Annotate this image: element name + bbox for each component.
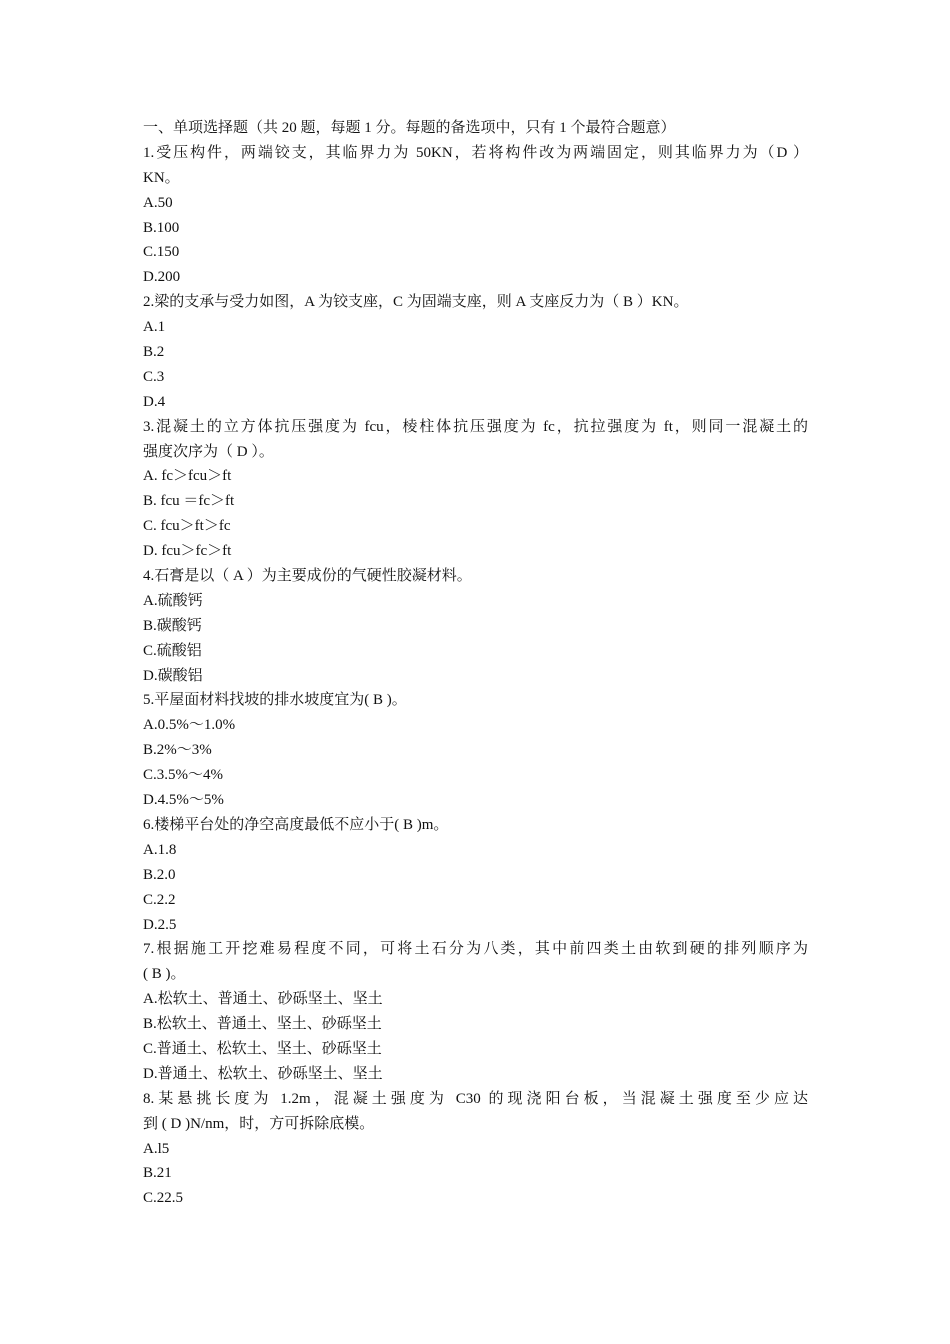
option-a: A.硫酸钙 (143, 592, 203, 609)
question-stem-line: 5.平屋面材料找坡的排水坡度宜为( B )。 (143, 692, 407, 709)
question-stem-line: 4.石膏是以（ A ）为主要成份的气硬性胶凝材料。 (143, 568, 472, 585)
question-stem-line: 3.混凝土的立方体抗压强度为 fcu，棱柱体抗压强度为 fc，抗拉强度为 ft，则同一混凝土的 (143, 418, 808, 435)
option-a: A.l5 (143, 1140, 170, 1157)
question-7 (143, 937, 808, 1086)
option-a: A.松软土、普通土、砂砾坚土、坚土 (143, 991, 383, 1008)
question-stem-line: 7.根据施工开挖难易程度不同，可将土石分为八类，其中前四类土由软到硬的排列顺序为 (143, 941, 808, 958)
option-d: D. fcu＞fc＞ft (143, 543, 232, 560)
option-c: C.3.5%～4% (143, 767, 223, 784)
option-b: B.松软土、普通土、坚土、砂砾坚土 (143, 1016, 382, 1033)
option-c: C.150 (143, 244, 180, 261)
option-a: A.1 (143, 319, 166, 336)
question-stem-line: KN。 (143, 169, 180, 186)
question-8 (143, 1087, 808, 1211)
question-stem-line: 8.某悬挑长度为 1.2m，混凝土强度为 C30 的现浇阳台板，当混凝土强度至少应达 (143, 1090, 808, 1107)
option-a: A.1.8 (143, 841, 177, 858)
option-d: D.普通土、松软土、砂砾坚土、坚土 (143, 1065, 383, 1082)
option-d: D.200 (143, 269, 181, 286)
question-2 (143, 290, 808, 414)
option-a: A.0.5%～1.0% (143, 717, 236, 734)
option-b: B. fcu ＝fc＞ft (143, 493, 235, 510)
question-stem-line: ( B )。 (143, 966, 186, 983)
question-stem-line: 1.受压构件，两端铰支，其临界力为 50KN，若将构件改为两端固定，则其临界力为（D ） (143, 144, 808, 161)
option-d: D.2.5 (143, 916, 177, 933)
option-a: A.50 (143, 194, 173, 211)
option-c: C.3 (143, 368, 165, 385)
document-page (143, 116, 808, 1211)
option-c: C.22.5 (143, 1190, 184, 1207)
option-b: B.100 (143, 219, 180, 236)
question-stem-line: 6.楼梯平台处的净空高度最低不应小于( B )m。 (143, 816, 449, 833)
question-6 (143, 813, 808, 937)
question-stem-line: 到 ( D )N/nm，时，方可拆除底模。 (143, 1115, 375, 1132)
option-b: B.碳酸钙 (143, 617, 202, 634)
option-d: D.4.5%～5% (143, 792, 224, 809)
option-d: D.碳酸铝 (143, 667, 203, 684)
option-d: D.4 (143, 393, 166, 410)
question-5 (143, 688, 808, 812)
question-3 (143, 415, 808, 564)
option-c: C.硫酸铝 (143, 642, 202, 659)
question-stem-line: 强度次序为（ D ）。 (143, 443, 274, 460)
section-header: 一、单项选择题（共 20 题，每题 1 分。每题的备选项中，只有 1 个最符合题意） (143, 120, 676, 136)
option-a: A. fc＞fcu＞ft (143, 468, 232, 485)
question-4 (143, 564, 808, 688)
option-c: C.普通土、松软土、坚土、砂砾坚土 (143, 1040, 382, 1057)
option-c: C.2.2 (143, 891, 176, 908)
option-b: B.2%～3% (143, 742, 212, 759)
question-1 (143, 141, 808, 290)
option-b: B.2 (143, 344, 165, 361)
option-b: B.21 (143, 1165, 172, 1182)
option-b: B.2.0 (143, 866, 176, 883)
option-c: C. fcu＞ft＞fc (143, 518, 231, 535)
question-stem-line: 2.梁的支承与受力如图，A 为铰支座，C 为固端支座，则 A 支座反力为（ B ）KN。 (143, 294, 689, 311)
